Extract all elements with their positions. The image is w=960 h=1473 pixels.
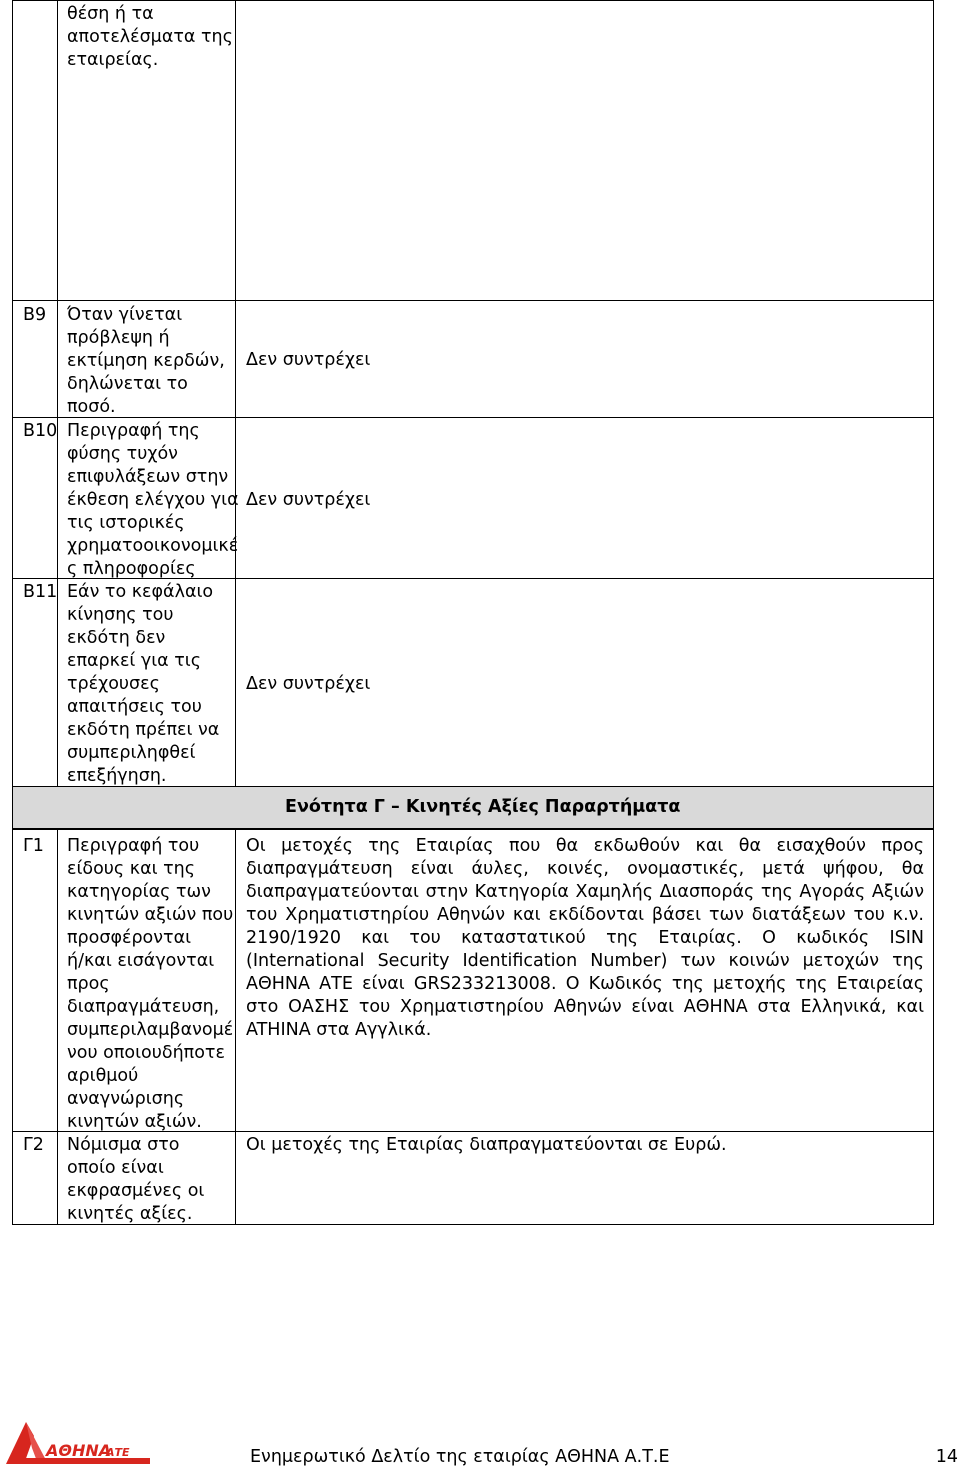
row-code: B10: [23, 421, 58, 441]
company-logo: [4, 1418, 150, 1466]
athina-logo-icon: [4, 1418, 150, 1466]
table-row-b10: [12, 417, 934, 578]
row-value: Οι μετοχές της Εταιρίας που θα εκδωθούν και θα εισαχθούν προς διαπραγμάτευση είναι άυλες, κοινές, ονομαστικές, μετά ψήφου, θα διαπραγματεύονται στην Κατηγορία Χαμηλής Διασποράς της Αγοράς Αξιών του Χρηματιστηρίου Αθηνών και εκδίδονται βάσει των διατάξεων του κ.ν. 2190/1920 και του καταστατικού της Εταιρίας. Ο κωδικός ISIN (International Security Identification Number) των κοινών μετοχών της ΑΘΗΝΑ ΑΤΕ είναι GRS233213008. Ο Κωδικός της μετοχής της Εταιρείας στο ΟΑΣΗΣ του Χρηματιστηρίου Αθηνών είναι ΑΘΗΝΑ στα Ελληνικά, και ATHINA στα Αγγλικά.: [246, 836, 924, 1040]
page-number: 14: [935, 1447, 958, 1467]
row-description: θέση ή τα αποτελέσματα της εταιρείας.: [67, 4, 233, 70]
table-row-b11: [12, 578, 934, 786]
table-row-b8-continuation: [12, 0, 934, 300]
row-description: Όταν γίνεται πρόβλεψη ή εκτίμηση κερδών, δηλώνεται το ποσό.: [67, 305, 225, 417]
row-code: Γ2: [23, 1135, 44, 1155]
footer-text: Ενημερωτικό Δελτίο της εταιρίας ΑΘΗΝΑ Α.Τ.Ε: [250, 1447, 670, 1467]
table-row-g1: [12, 829, 934, 1131]
svg-text:ΑΘΗΝΑ: ΑΘΗΝΑ: [46, 1441, 112, 1460]
table-row-b9: [12, 300, 934, 417]
table-row-g2: [12, 1131, 934, 1225]
row-value: Οι μετοχές της Εταιρίας διαπραγματεύονται σε Ευρώ.: [246, 1135, 727, 1155]
row-code: B9: [23, 305, 47, 325]
row-code: Γ1: [23, 836, 44, 856]
svg-text:ΑΤΕ: ΑΤΕ: [106, 1446, 130, 1459]
row-description: Περιγραφή της φύσης τυχόν επιφυλάξεων στην έκθεση ελέγχου για τις ιστορικές χρηματοοικονομικέ ς πληροφορίες: [67, 421, 239, 579]
row-code: B11: [23, 582, 58, 602]
row-description: Εάν το κεφάλαιο κίνησης του εκδότη δεν επαρκεί για τις τρέχουσες απαιτήσεις του εκδότη πρέπει να συμπεριληφθεί επεξήγηση.: [67, 582, 220, 786]
row-description: Περιγραφή του είδους και της κατηγορίας των κινητών αξιών που προσφέρονται ή/και εισάγονται προς διαπραγμάτευση, συμπεριλαμβανομέ νου οποιουδήποτε αριθμού αναγνώρισης κινητών αξιών.: [67, 836, 234, 1132]
section-header: [12, 786, 934, 829]
row-value: Δεν συντρέχει: [246, 674, 371, 694]
row-value: Δεν συντρέχει: [246, 490, 371, 510]
row-value: Δεν συντρέχει: [246, 350, 371, 370]
row-description: Νόμισμα στο οποίο είναι εκφρασμένες οι κινητές αξίες.: [67, 1135, 205, 1224]
section-title: Ενότητα Γ – Κινητές Αξίες Παραρτήματα: [285, 797, 681, 817]
